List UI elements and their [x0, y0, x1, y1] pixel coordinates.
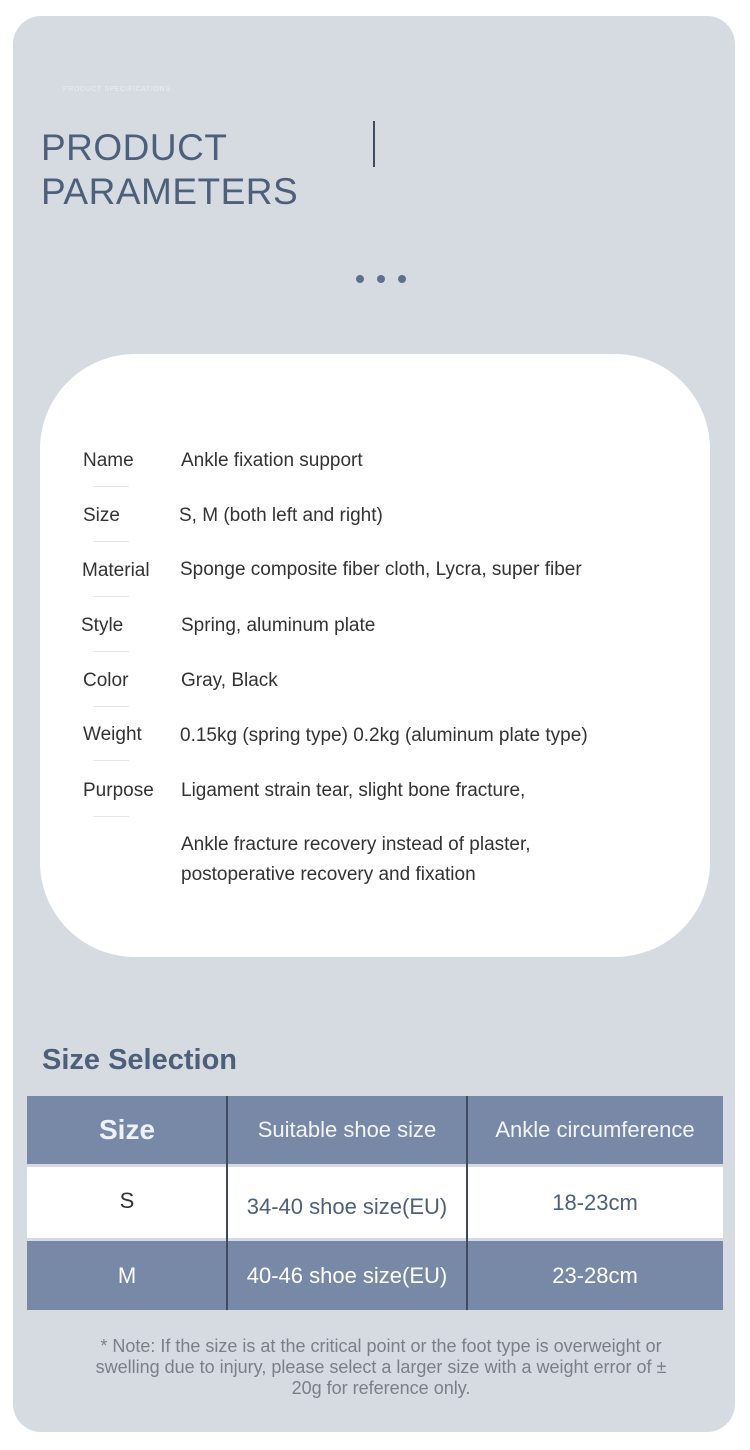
- param-underline: [93, 541, 129, 542]
- cell-shoe-size: 34-40 shoe size(EU): [246, 1193, 448, 1219]
- header-caption: PRODUCT SPECIFICATIONS: [63, 86, 171, 93]
- param-underline: [93, 706, 129, 707]
- cell-size: M: [117, 1262, 137, 1288]
- param-value: Ankle fixation support: [181, 450, 363, 471]
- title-divider: [373, 121, 375, 167]
- parameters-card: [40, 354, 710, 957]
- param-label: Style: [81, 615, 124, 636]
- param-label: Name: [83, 450, 134, 471]
- param-label: Weight: [83, 724, 142, 745]
- param-label: Material: [82, 560, 150, 581]
- size-table: [27, 1096, 723, 1310]
- param-value: 0.15kg (spring type) 0.2kg (aluminum plate type): [180, 725, 588, 746]
- param-underline: [93, 816, 129, 817]
- column-divider: [466, 1096, 468, 1310]
- purpose-line-2: postoperative recovery and fixation: [181, 864, 476, 885]
- title-line-1: PRODUCT: [41, 127, 228, 168]
- param-label: Size: [83, 505, 120, 526]
- param-underline: [93, 596, 129, 597]
- cell-ankle: 23-28cm: [552, 1262, 638, 1288]
- note-line-3: 20g for reference only.: [291, 1378, 471, 1398]
- param-value: Gray, Black: [181, 670, 278, 691]
- param-underline: [93, 486, 129, 487]
- size-note: [43, 1336, 719, 1399]
- column-divider: [226, 1096, 228, 1310]
- param-underline: [93, 760, 129, 761]
- dot: [356, 275, 364, 283]
- note-line-2: swelling due to injury, please select a larger size with a weight error of ±: [95, 1357, 667, 1377]
- table-header-row: [27, 1096, 723, 1164]
- cell-ankle: 18-23cm: [552, 1189, 638, 1215]
- param-value: Ligament strain tear, slight bone fracture,: [181, 780, 526, 801]
- header-ankle-circumference: Ankle circumference: [495, 1117, 695, 1142]
- dot: [377, 275, 385, 283]
- ellipsis-icon: [356, 275, 406, 283]
- param-label: Purpose: [83, 780, 154, 801]
- title-line-2: PARAMETERS: [41, 171, 299, 212]
- table-row: [27, 1167, 723, 1238]
- page-title: [41, 126, 298, 214]
- cell-shoe-size: 40-46 shoe size(EU): [246, 1262, 448, 1288]
- note-line-1: * Note: If the size is at the critical point or the foot type is overweight or: [100, 1336, 662, 1356]
- param-value: Spring, aluminum plate: [181, 615, 376, 636]
- purpose-line-1: Ankle fracture recovery instead of plaster,: [181, 834, 531, 855]
- param-underline: [93, 651, 129, 652]
- dot: [398, 275, 406, 283]
- size-selection-title: Size Selection: [42, 1044, 238, 1076]
- param-label: Color: [83, 670, 129, 691]
- param-value: S, M (both left and right): [179, 505, 383, 526]
- product-panel: [13, 16, 735, 1432]
- header-size: Size: [98, 1114, 156, 1145]
- cell-size: S: [119, 1187, 135, 1213]
- param-value: Sponge composite fiber cloth, Lycra, super fiber: [180, 559, 582, 580]
- table-row: [27, 1241, 723, 1310]
- header-shoe-size: Suitable shoe size: [257, 1117, 437, 1142]
